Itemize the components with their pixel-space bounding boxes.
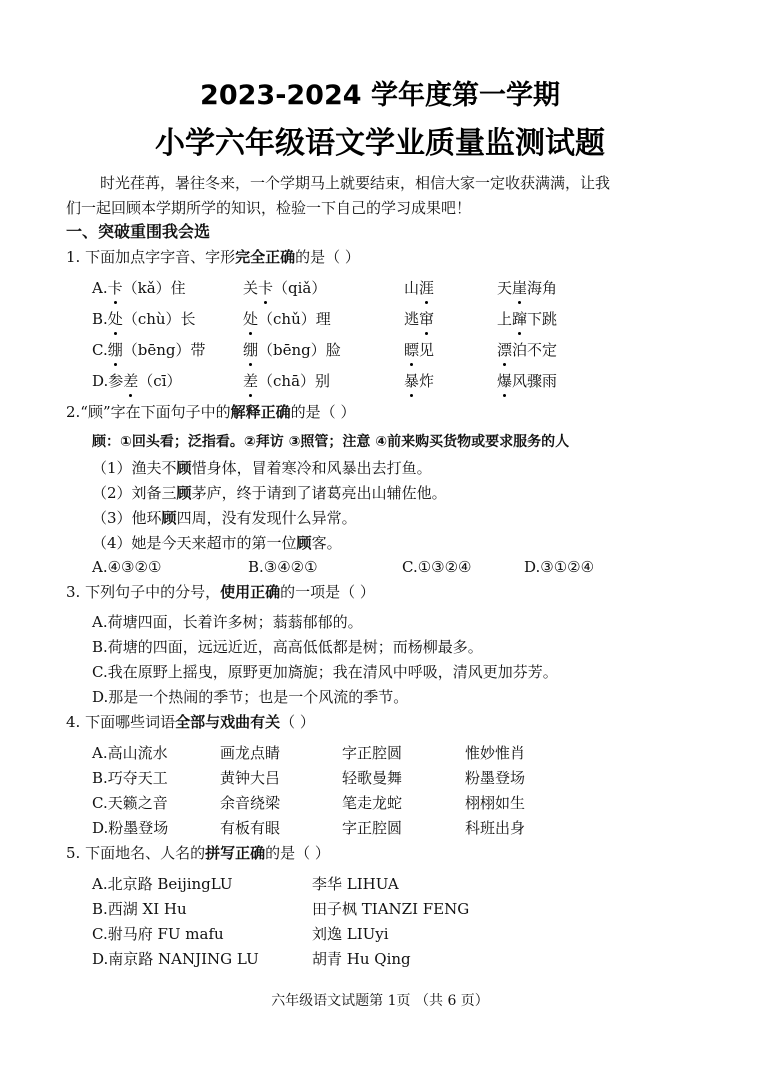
q1-option-d-word-3: 暴炸 bbox=[404, 372, 435, 390]
q4-option-b-word-2: 黄钟大吕 bbox=[220, 769, 281, 787]
intro-line-1: 时光荏苒，暑往冬来，一个学期马上就要结束，相信大家一定收获满满，让我 bbox=[100, 174, 611, 192]
exam-title-line2: 小学六年级语文学业质量监测试题 bbox=[155, 126, 605, 161]
q4-option-b-word-1: B.巧夺天工 bbox=[92, 769, 168, 787]
q5-option-a-person: 李华 LIHUA bbox=[312, 875, 399, 893]
q1-option-b-word-1: B.处（chù）长 bbox=[92, 310, 196, 328]
q4-option-d-word-4: 科班出身 bbox=[465, 819, 526, 837]
section-title: 一、突破重围我会选 bbox=[66, 222, 211, 241]
question-4-blank: （ ） bbox=[280, 713, 315, 731]
question-4-text: 4. 下面哪些词语 bbox=[66, 713, 176, 731]
q1-option-c-word-1: C.绷（bēng）带 bbox=[92, 341, 206, 359]
q3-option-d: D.那是一个热闹的季节；也是一个风流的季节。 bbox=[92, 688, 409, 706]
q2-option-c: C.①③②④ bbox=[402, 558, 472, 576]
q1-option-c-word-4: 漂泊不定 bbox=[497, 341, 558, 359]
exam-title-line1: 2023-2024 学年度第一学期 bbox=[200, 80, 560, 111]
q4-option-c-word-4: 栩栩如生 bbox=[465, 794, 526, 812]
question-5-keyword: 拼写正确 bbox=[205, 844, 266, 862]
q5-option-c-place: C.驸马府 FU mafu bbox=[92, 925, 224, 943]
q4-option-a-word-2: 画龙点睛 bbox=[220, 744, 281, 762]
q1-option-a-word-2: 关卡（qiǎ） bbox=[243, 279, 327, 297]
q5-option-a-place: A.北京路 BeijingLU bbox=[92, 875, 233, 893]
question-2-blank: 的是（ ） bbox=[290, 403, 356, 421]
q4-option-c-word-3: 笔走龙蛇 bbox=[342, 794, 403, 812]
q2-option-b: B.③④②① bbox=[248, 558, 318, 576]
q1-option-b-word-4: 上蹿下跳 bbox=[497, 310, 558, 328]
q4-option-d-word-3: 字正腔圆 bbox=[342, 819, 403, 837]
question-1-blank: 的是（ ） bbox=[295, 248, 360, 266]
q4-option-d-word-2: 有板有眼 bbox=[220, 819, 281, 837]
question-5-text: 5. 下面地名、人名的 bbox=[66, 844, 206, 862]
q2-sentence-3: （3）他环顾四周，没有发现什么异常。 bbox=[92, 509, 357, 527]
q4-option-a-word-1: A.高山流水 bbox=[92, 744, 168, 762]
q3-option-a: A.荷塘四面，长着许多树；蓊蓊郁郁的。 bbox=[92, 613, 363, 631]
q4-option-a-word-3: 字正腔圆 bbox=[342, 744, 403, 762]
q1-option-a-word-3: 山涯 bbox=[404, 279, 435, 297]
q1-option-d-word-2: 差（chā）别 bbox=[243, 372, 331, 390]
question-2-stem bbox=[66, 402, 355, 422]
question-5-blank: 的是（ ） bbox=[265, 844, 330, 862]
q4-option-b-word-4: 粉墨登场 bbox=[465, 769, 526, 787]
q5-option-d-place: D.南京路 NANJING LU bbox=[92, 950, 259, 968]
q5-option-b-place: B.西湖 XI Hu bbox=[92, 900, 187, 918]
q2-option-a: A.④③②① bbox=[92, 558, 162, 576]
question-3-keyword: 使用正确 bbox=[220, 583, 281, 601]
q2-sentence-4: （4）她是今天来超市的第一位顾客。 bbox=[92, 534, 342, 552]
intro-line-2: 们一起回顾本学期所学的知识，检验一下自己的学习成果吧！ bbox=[66, 199, 472, 217]
q1-option-c-word-2: 绷（bēng）脸 bbox=[243, 341, 341, 359]
q1-option-a-word-4: 天崖海角 bbox=[497, 279, 558, 297]
q5-option-c-person: 刘逸 LIUyi bbox=[312, 925, 389, 943]
q4-option-b-word-3: 轻歌曼舞 bbox=[342, 769, 403, 787]
q5-option-d-person: 胡青 Hu Qing bbox=[312, 950, 411, 968]
q1-option-c-word-3: 瞟见 bbox=[404, 341, 435, 359]
q1-option-d-word-4: 爆风骤雨 bbox=[497, 372, 558, 390]
question-4-keyword: 全部与戏曲有关 bbox=[175, 713, 281, 731]
question-1-stem bbox=[66, 247, 360, 267]
question-4-stem bbox=[66, 712, 315, 732]
q2-sentence-2: （2）刘备三顾茅庐，终于请到了诸葛亮出山辅佐他。 bbox=[92, 484, 447, 502]
q4-option-a-word-4: 惟妙惟肖 bbox=[465, 744, 526, 762]
q2-gloss: 顾：①回头看；泛指看。②拜访 ③照管；注意 ④前来购买货物或要求服务的人 bbox=[92, 434, 570, 450]
q1-option-b-word-3: 逃窜 bbox=[404, 310, 435, 328]
q4-option-c-word-1: C.天籁之音 bbox=[92, 794, 168, 812]
q4-option-d-word-1: D.粉墨登场 bbox=[92, 819, 169, 837]
q5-option-b-person: 田子枫 TIANZI FENG bbox=[312, 900, 470, 918]
question-1-keyword: 完全正确 bbox=[235, 248, 296, 266]
q1-option-a-word-1: A.卡（kǎ）住 bbox=[92, 279, 186, 297]
question-1-text: 1. 下面加点字字音、字形 bbox=[66, 248, 236, 266]
q3-option-c: C.我在原野上摇曳，原野更加旖旎；我在清风中呼吸，清风更加芬芳。 bbox=[92, 663, 558, 681]
question-5-stem bbox=[66, 843, 330, 863]
question-2-text: 2.“顾”字在下面句子中的 bbox=[66, 403, 231, 421]
question-3-blank: 的一项是（ ） bbox=[280, 583, 375, 601]
q1-option-d-word-1: D.参差（cī） bbox=[92, 372, 182, 390]
q1-option-b-word-2: 处（chǔ）理 bbox=[243, 310, 331, 328]
q2-sentence-1: （1）渔夫不顾惜身体，冒着寒冷和风暴出去打鱼。 bbox=[92, 459, 432, 477]
q3-option-b: B.荷塘的四面，远远近近，高高低低都是树；而杨柳最多。 bbox=[92, 638, 483, 656]
question-2-keyword: 解释正确 bbox=[230, 403, 291, 421]
q2-option-d: D.③①②④ bbox=[524, 558, 595, 576]
question-3-stem bbox=[66, 582, 375, 602]
page-footer: 六年级语文试题第 1页 （共 6 页） bbox=[271, 993, 489, 1009]
q4-option-c-word-2: 余音绕梁 bbox=[220, 794, 281, 812]
question-3-text: 3. 下列句子中的分号， bbox=[66, 583, 221, 601]
